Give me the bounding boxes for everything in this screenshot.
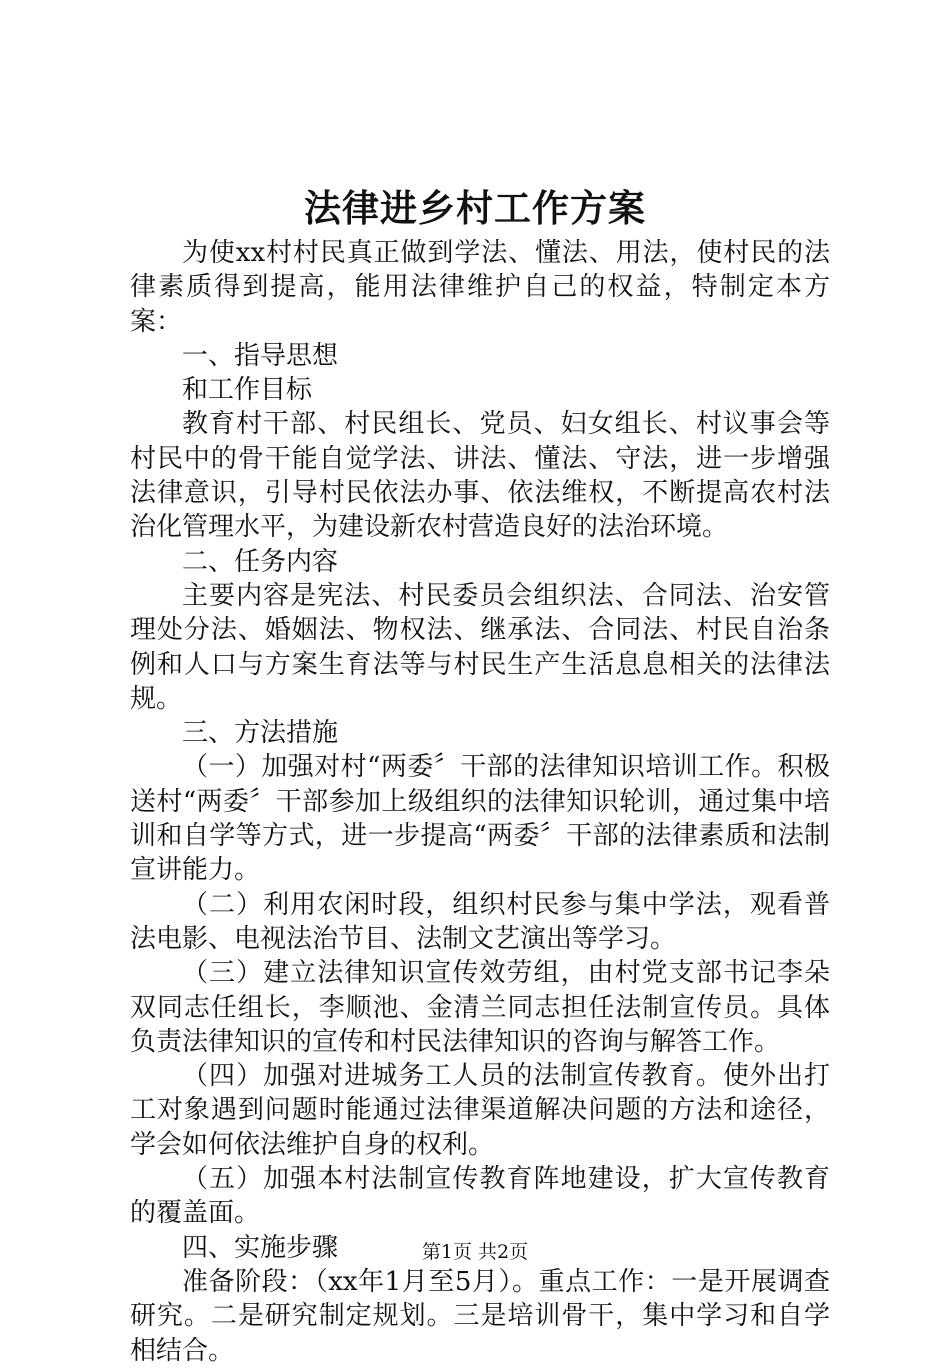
paragraph-method-4: （四）加强对进城务工人员的法制宣传教育。使外出打工对象遇到问题时能通过法律渠道解决问题的方法和途径，学会如何依法维护自身的权利。: [130, 1061, 830, 1160]
heading-implementation-steps: 四、实施步骤: [182, 1232, 339, 1263]
paragraph-method-5: （五）加强本村法制宣传教育阵地建设，扩大宣传教育的覆盖面。: [130, 1164, 830, 1229]
paragraph-intro: 为使xx村村民真正做到学法、懂法、用法，使村民的法律素质得到提高，能用法律维护自己的权益，特制定本方案：: [130, 238, 830, 337]
paragraph-method-1: （一）加强对村“两委〞干部的法律知识培训工作。积极送村“两委〞干部参加上级组织的法律知识轮训，通过集中培训和自学等方式，进一步提高“两委〞干部的法律素质和法制宣讲能力。: [130, 752, 830, 886]
heading-guiding-thought: 一、指导思想: [182, 340, 339, 371]
paragraph-goal: 教育村干部、村民组长、党员、妇女组长、村议事会等村民中的骨干能自觉学法、讲法、懂法、守法，进一步增强法律意识，引导村民依法办事、依法维权，不断提高农村法治化管理水平，为建设新农村营造良好的法治环境。: [130, 409, 830, 543]
paragraph-preparation-stage: 准备阶段：（xx年1月至5月）。重点工作：一是开展调查研究。二是研究制定规划。三是培训骨干，集中学习和自学相结合。: [130, 1266, 830, 1366]
heading-methods: 三、方法措施: [182, 718, 339, 749]
paragraph-method-3: （三）建立法律知识宣传效劳组，由村党支部书记李朵双同志任组长，李顺池、金清兰同志担任法制宣传员。具体负责法律知识的宣传和村民法律知识的咨询与解答工作。: [130, 958, 830, 1057]
document-title: 法律进乡村工作方案: [304, 186, 646, 230]
paragraph-task: 主要内容是宪法、村民委员会组织法、合同法、治安管理处分法、婚姻法、物权法、继承法、合同法、村民自治条例和人口与方案生育法等与村民生产生活息息相关的法律法规。: [130, 580, 830, 714]
heading-task-content: 二、任务内容: [182, 546, 339, 577]
document-body: [130, 236, 830, 1368]
heading-work-goal: 和工作目标: [182, 375, 313, 406]
page-footer: 第1页 共2页: [421, 1241, 529, 1263]
paragraph-method-2: （二）利用农闲时段，组织村民参与集中学法，观看普法电影、电视法治节目、法制文艺演出等学习。: [130, 889, 830, 954]
